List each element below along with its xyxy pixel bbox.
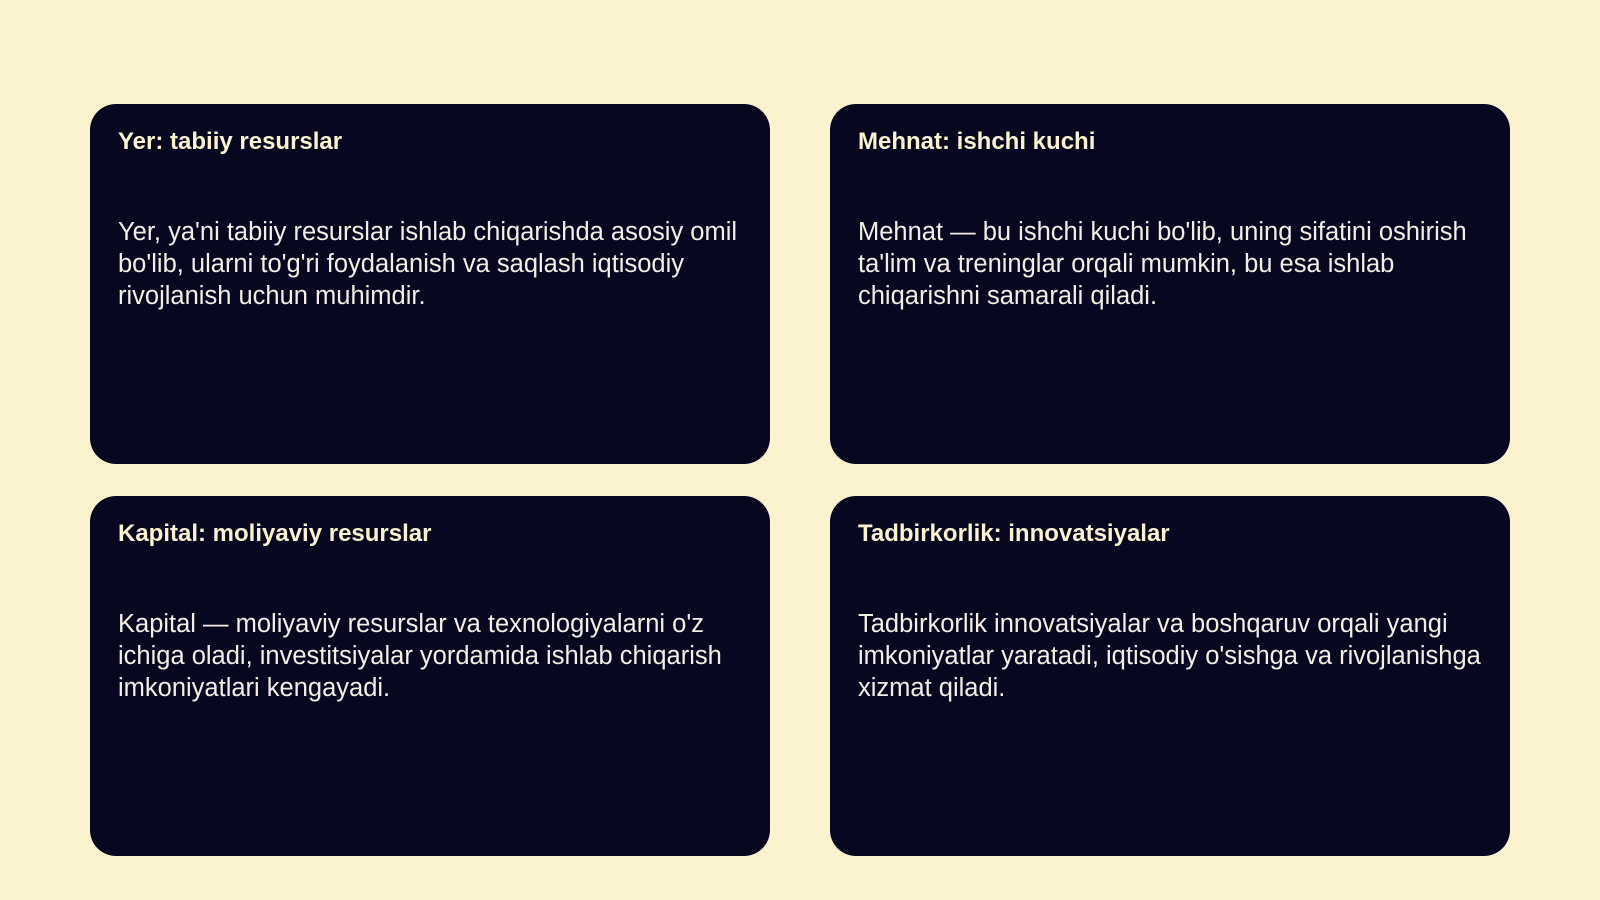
card-land bbox=[90, 104, 770, 464]
card-body: Mehnat — bu ishchi kuchi bo'lib, uning sifatini oshirish ta'lim va treninglar orqali mumkin, bu esa ishlab chiqarishni samarali qiladi. bbox=[858, 218, 1467, 310]
card-labor bbox=[830, 104, 1510, 464]
card-title: Yer: tabiiy resurslar bbox=[118, 128, 343, 155]
card-body: Yer, ya'ni tabiiy resurslar ishlab chiqarishda asosiy omil bo'lib, ularni to'g'ri foydalanish va saqlash iqtisodiy rivojlanish uchun muhimdir. bbox=[118, 218, 738, 310]
card-body: Kapital — moliyaviy resurslar va texnologiyalarni o'z ichiga oladi, investitsiyalar yordamida ishlab chiqarish imkoniyatlari kengayadi. bbox=[118, 610, 722, 702]
card-capital bbox=[90, 496, 770, 856]
cards-grid bbox=[90, 104, 1510, 856]
card-title: Mehnat: ishchi kuchi bbox=[858, 128, 1096, 155]
card-body: Tadbirkorlik innovatsiyalar va boshqaruv orqali yangi imkoniyatlar yaratadi, iqtisodiy o'sishga va rivojlanishga xizmat qiladi. bbox=[858, 610, 1481, 702]
card-title: Tadbirkorlik: innovatsiyalar bbox=[858, 520, 1170, 547]
card-entrepreneurship bbox=[830, 496, 1510, 856]
card-title: Kapital: moliyaviy resurslar bbox=[118, 520, 432, 547]
